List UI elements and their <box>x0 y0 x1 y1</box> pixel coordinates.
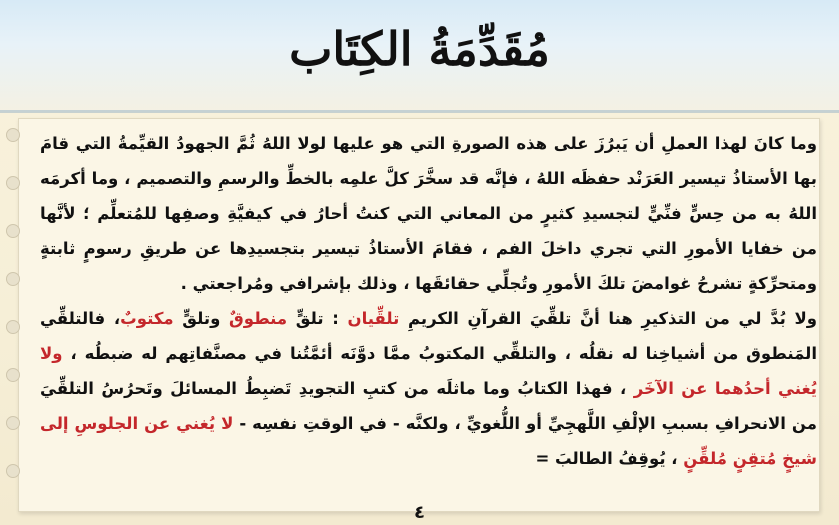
binder-hole <box>6 176 20 190</box>
body-text <box>40 126 817 476</box>
header-divider <box>0 110 839 113</box>
binder-hole <box>6 320 20 334</box>
page-number: ٤ <box>414 502 425 523</box>
highlight-text: منطوقٌ <box>229 309 288 328</box>
text-run: ، فالتلقِّي المَنطوق من أشياخِنا له نقلُه ، والتلقِّي المكتوبُ ممَّا دوَّنَه أئمَّتُنا في مصنَّفاتِهم له ضبطُه ، <box>40 309 817 363</box>
binder-holes <box>2 0 22 525</box>
text-run: ولا بُدَّ لي من التذكيرِ هنا أنَّ تلقِّيَ القرآنِ الكريمِ <box>399 309 817 328</box>
binder-hole <box>6 272 20 286</box>
text-run: : تلقٍّ <box>287 309 348 328</box>
text-run: ، فهذا الكتابُ وما ماثلَه من كتبِ التجويدِ تَضبِطُ المسائلَ وتَحرُسُ التلقِّيَ من الانحرافِ بسببِ الإلْفِ اللَّهجِيِّ أو اللُّغويِّ ، ولكنَّه - في الوقتِ نفسِه - <box>40 379 817 433</box>
text-run: وتلقٍّ <box>173 309 230 328</box>
highlight-text: لا يُغني عن الجلوسِ إلى شيخٍ مُتقِنٍ مُلقِّنٍ <box>40 414 817 468</box>
page-title: مُقَدِّمَةُ الكِتَاب <box>289 22 550 76</box>
binder-hole <box>6 128 20 142</box>
text-run: ، يُوقِفُ الطالبَ = <box>535 449 684 468</box>
binder-hole <box>6 464 20 478</box>
binder-hole <box>6 368 20 382</box>
paragraph-2 <box>40 301 817 476</box>
highlight-text: مكتوبٌ <box>120 309 174 328</box>
highlight-text: تلقِّيان <box>347 309 400 328</box>
highlight-text: ولا يُغني أحدُهما عن الآخَر <box>40 344 817 398</box>
binder-hole <box>6 224 20 238</box>
binder-hole <box>6 416 20 430</box>
paragraph-1: وما كانَ لهذا العملِ أن يَبرُزَ على هذه الصورةِ التي هو عليها لولا اللهُ ثُمَّ الجهودُ القيِّمةُ التي قامَ بها الأستاذُ تيسير العَرَنْد حفظَه اللهُ ، فإنَّه قد سخَّرَ كلَّ علمِه بالخطِّ والرسمِ والتصميم ، وما أكرمَه اللهُ به من حِسٍّ فنِّيٍّ لتجسيدِ كثيرٍ من المعاني التي كنتُ أحارُ في كيفيَّةِ وصفِها للمُتعلِّم ؛ لأنَّها من خفايا الأمورِ التي تجري داخلَ الفم ، فقامَ الأستاذُ تيسير بتجسيدِها عن طريقِ رسومٍ ثابتةٍ ومتحرِّكةٍ تشرحُ غوامضَ تلكَ الأمورِ وتُجلِّي حقائقَها ، وذلك بإشرافي ومُراجعتي . <box>40 134 817 293</box>
